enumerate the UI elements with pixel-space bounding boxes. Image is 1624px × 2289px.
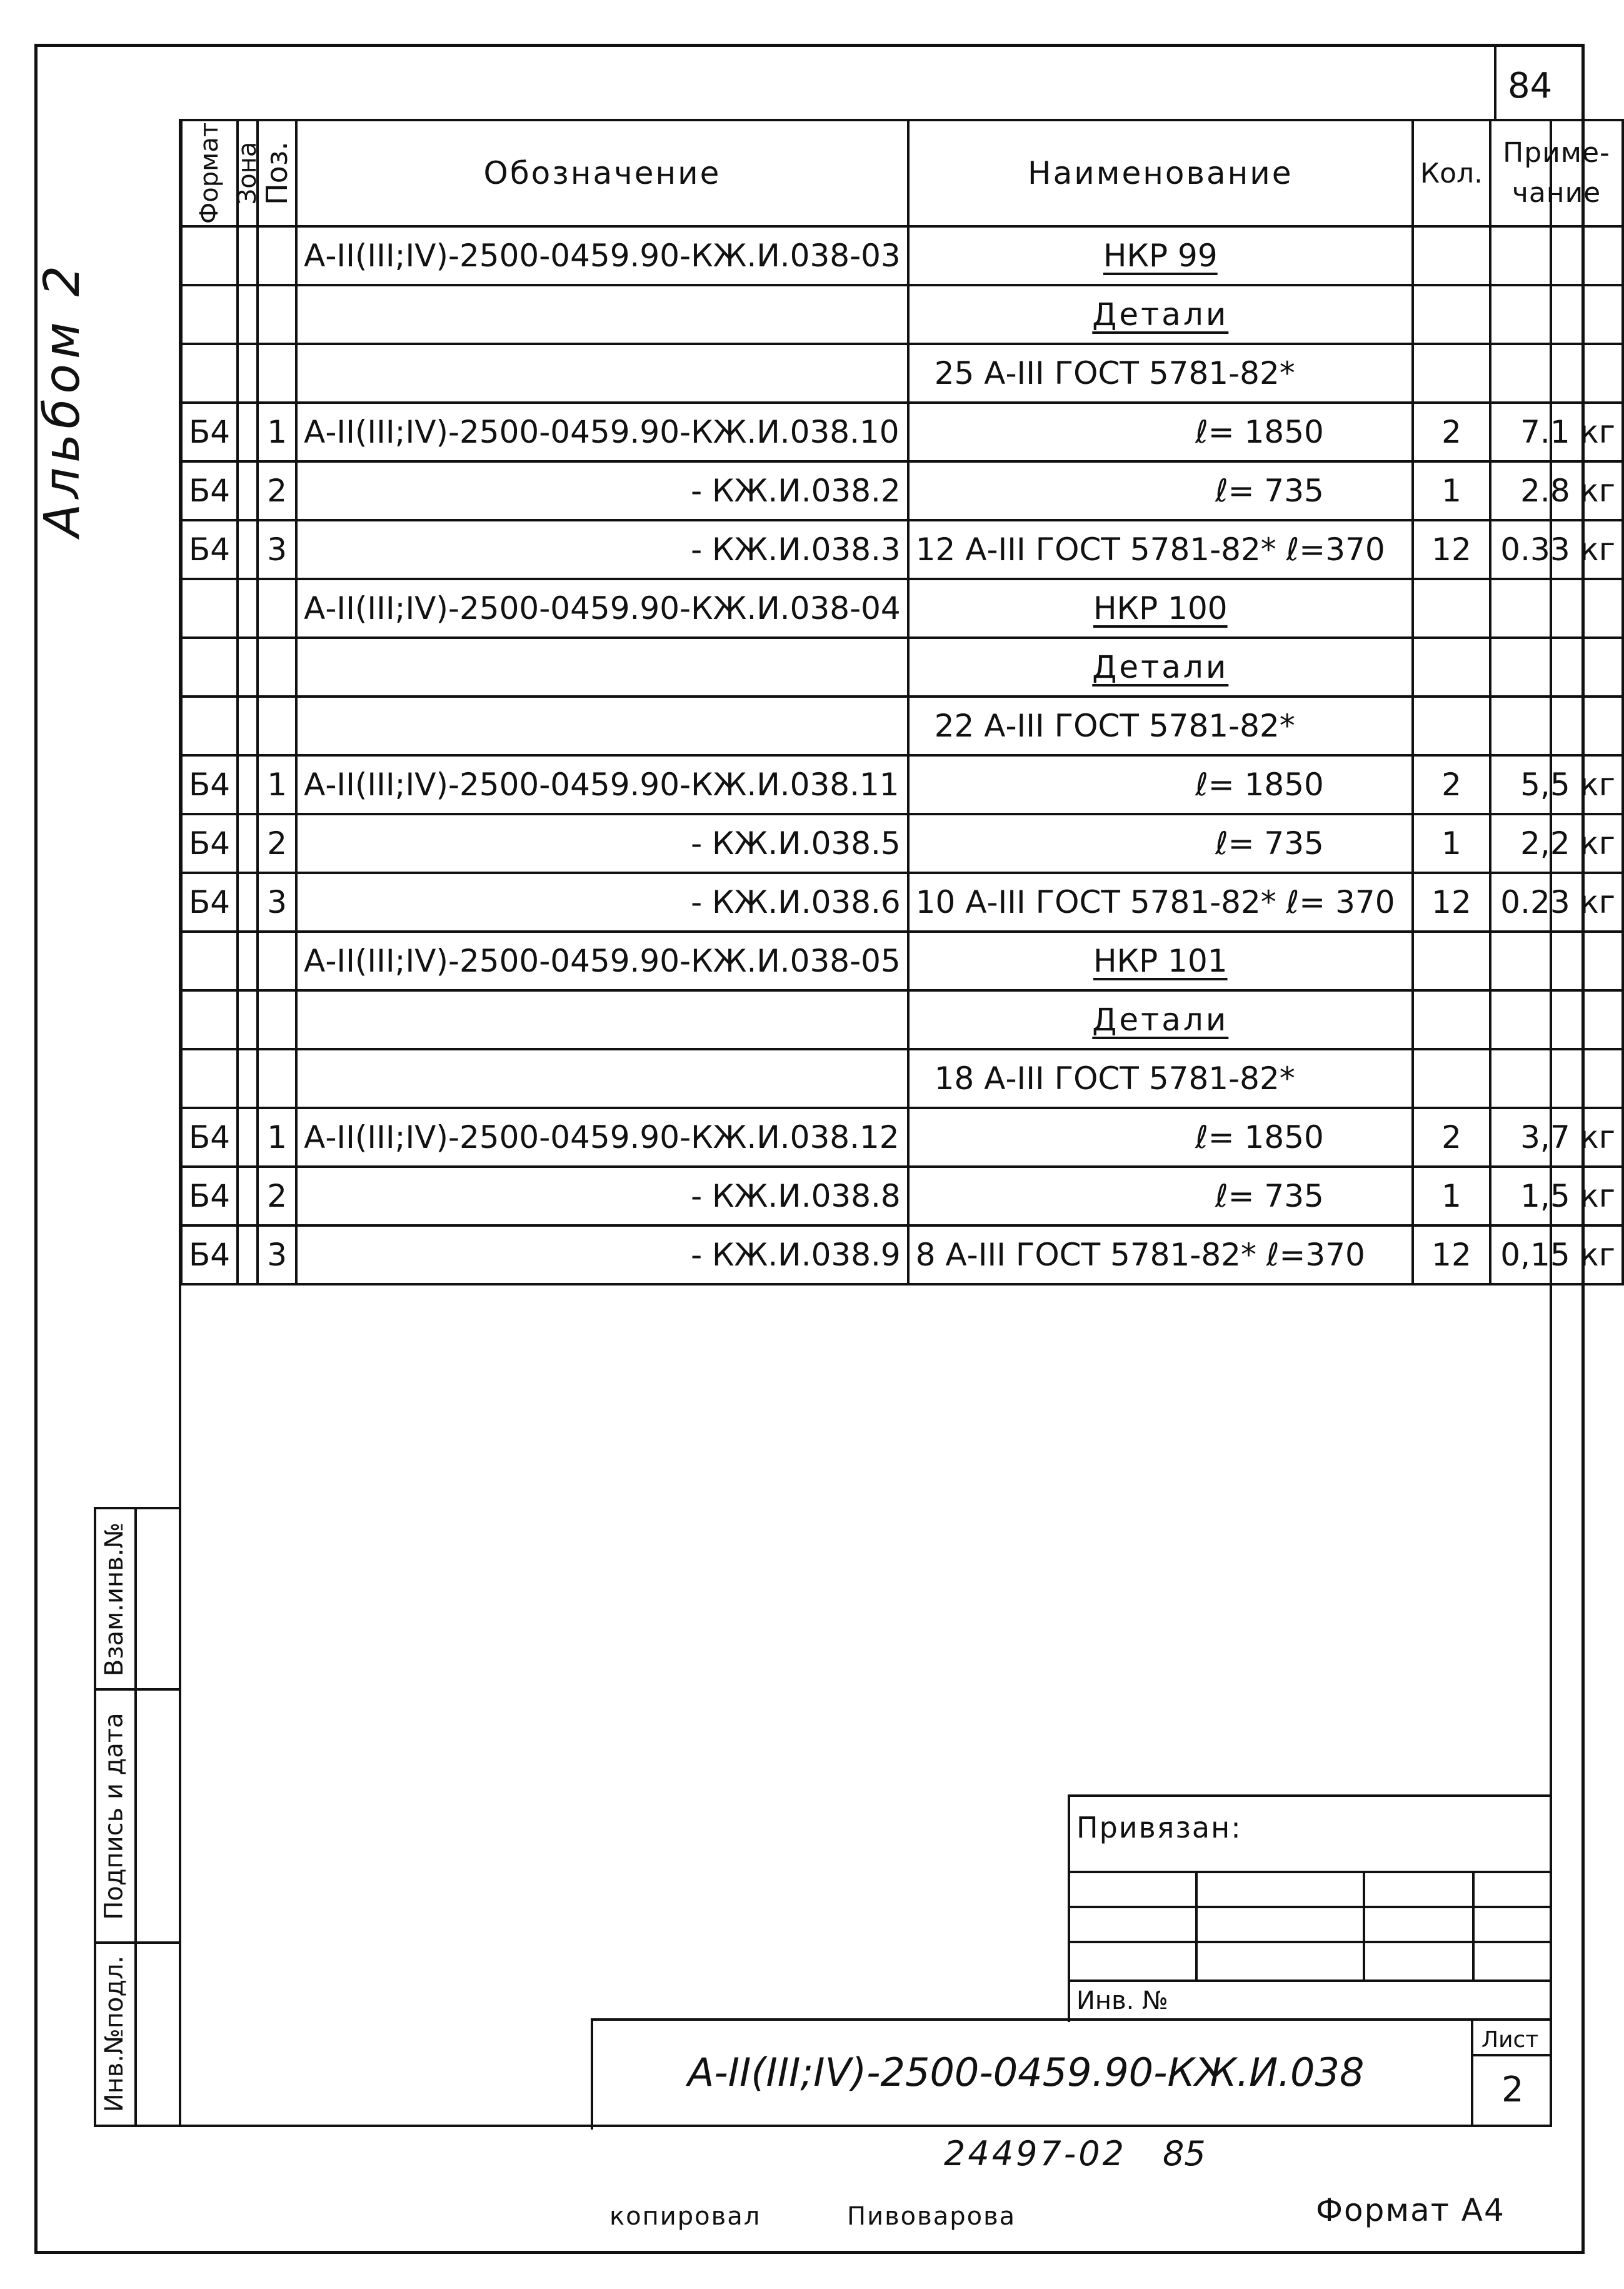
cell-qty: 2 (1413, 403, 1490, 461)
cell-name: Детали (908, 638, 1413, 697)
cell-designation (296, 697, 908, 755)
cell-note (1490, 285, 1623, 344)
cell-designation: - КЖ.И.038.8 (296, 1167, 908, 1225)
cell-designation: - КЖ.И.038.9 (296, 1225, 908, 1284)
table-row (181, 873, 1623, 932)
cell-designation: А-II(III;IV)-2500-0459.90-КЖ.И.038-03 (296, 226, 908, 285)
table-row (181, 814, 1623, 873)
cell-position (258, 285, 296, 344)
cell-zone (238, 461, 258, 520)
cell-qty (1413, 932, 1490, 990)
cell-designation: - КЖ.И.038.5 (296, 814, 908, 873)
cell-designation (296, 990, 908, 1049)
cell-note: 5,5 кг (1490, 755, 1623, 814)
album-label: Альбом 2 (34, 260, 91, 537)
table-row (181, 1108, 1623, 1167)
cell-name: 18 А-III ГОСТ 5781-82* (908, 1049, 1413, 1108)
title-sheet-divider (1471, 2018, 1473, 2127)
table-row (181, 285, 1623, 344)
table-row (181, 932, 1623, 990)
stamp-col-mid (134, 1507, 137, 2126)
cell-qty (1413, 226, 1490, 285)
cell-qty: 1 (1413, 1167, 1490, 1225)
table-row (181, 403, 1623, 461)
cell-qty: 2 (1413, 755, 1490, 814)
cell-zone (238, 814, 258, 873)
binding-inv-label: Инв. № (1076, 1986, 1168, 2015)
cell-position (258, 344, 296, 403)
cell-format: Б4 (181, 403, 238, 461)
cell-format: Б4 (181, 1167, 238, 1225)
cell-qty (1413, 285, 1490, 344)
cell-qty: 12 (1413, 1225, 1490, 1284)
cell-name: ℓ= 735 (908, 814, 1413, 873)
cell-name: Детали (908, 285, 1413, 344)
cell-zone (238, 344, 258, 403)
cell-format (181, 579, 238, 638)
binding-col-3 (1472, 1871, 1475, 1982)
header-designation: Обозначение (296, 120, 908, 226)
table-row (181, 344, 1623, 403)
binding-col-2 (1363, 1871, 1365, 1982)
footer-format: Формат А4 (1316, 2192, 1505, 2228)
table-header-row (181, 120, 1623, 226)
cell-name: НКР 100 (908, 579, 1413, 638)
binding-col-1 (1195, 1871, 1198, 1982)
binding-label: Привязан: (1076, 1811, 1242, 1844)
title-sheet-value: 2 (1501, 2070, 1524, 2110)
binding-row-1 (1068, 1871, 1550, 1873)
cell-format (181, 697, 238, 755)
cell-note: 2,2 кг (1490, 814, 1623, 873)
cell-format (181, 932, 238, 990)
header-format: Формат (181, 120, 238, 226)
header-name: Наименование (908, 120, 1413, 226)
title-sheet-sep (1471, 2054, 1551, 2056)
cell-designation: А-II(III;IV)-2500-0459.90-КЖ.И.038.10 (296, 403, 908, 461)
cell-name: ℓ= 1850 (908, 1108, 1413, 1167)
cell-note (1490, 932, 1623, 990)
cell-zone (238, 1049, 258, 1108)
cell-format (181, 285, 238, 344)
cell-zone (238, 1225, 258, 1284)
stamp-inv-podl: Инв.№подл. (100, 1955, 129, 2113)
cell-format (181, 1049, 238, 1108)
cell-position: 1 (258, 403, 296, 461)
cell-qty: 2 (1413, 1108, 1490, 1167)
corner-box-left (1494, 44, 1496, 121)
cell-position (258, 579, 296, 638)
cell-format: Б4 (181, 873, 238, 932)
cell-zone (238, 990, 258, 1049)
cell-qty (1413, 344, 1490, 403)
footer-archive-number: 24497-02 (944, 2134, 1126, 2173)
cell-position (258, 932, 296, 990)
cell-note: 3,7 кг (1490, 1108, 1623, 1167)
cell-qty: 1 (1413, 461, 1490, 520)
cell-format: Б4 (181, 1225, 238, 1284)
binding-row-3 (1068, 1941, 1550, 1943)
specification-table (180, 119, 1624, 1285)
cell-zone (238, 932, 258, 990)
binding-row-4 (1068, 1980, 1550, 1982)
header-qty: Кол. (1413, 120, 1490, 226)
cell-note: 0.33 кг (1490, 520, 1623, 579)
cell-zone (238, 697, 258, 755)
cell-qty (1413, 697, 1490, 755)
cell-format (181, 638, 238, 697)
cell-note: 1,5 кг (1490, 1167, 1623, 1225)
cell-zone (238, 755, 258, 814)
cell-note (1490, 990, 1623, 1049)
table-row (181, 990, 1623, 1049)
cell-name: НКР 99 (908, 226, 1413, 285)
cell-designation (296, 285, 908, 344)
cell-designation (296, 638, 908, 697)
cell-format: Б4 (181, 1108, 238, 1167)
cell-position: 3 (258, 873, 296, 932)
cell-qty: 12 (1413, 873, 1490, 932)
cell-designation: - КЖ.И.038.3 (296, 520, 908, 579)
table-row (181, 697, 1623, 755)
cell-note: 7.1 кг (1490, 403, 1623, 461)
cell-designation (296, 344, 908, 403)
cell-position: 1 (258, 755, 296, 814)
cell-note: 2.8 кг (1490, 461, 1623, 520)
cell-note (1490, 579, 1623, 638)
cell-qty (1413, 1049, 1490, 1108)
cell-designation: - КЖ.И.038.6 (296, 873, 908, 932)
cell-note (1490, 1049, 1623, 1108)
header-pos: Поз. (258, 120, 296, 226)
cell-note: 0.23 кг (1490, 873, 1623, 932)
cell-format: Б4 (181, 755, 238, 814)
header-note-line1: Приме- (1503, 137, 1610, 169)
cell-qty: 12 (1413, 520, 1490, 579)
cell-zone (238, 520, 258, 579)
cell-note (1490, 638, 1623, 697)
cell-zone (238, 285, 258, 344)
cell-name: ℓ= 1850 (908, 755, 1413, 814)
cell-format: Б4 (181, 814, 238, 873)
cell-position: 2 (258, 1167, 296, 1225)
cell-designation: А-II(III;IV)-2500-0459.90-КЖ.И.038.11 (296, 755, 908, 814)
cell-position: 3 (258, 520, 296, 579)
cell-zone (238, 873, 258, 932)
footer-copied-name: Пивоварова (847, 2202, 1016, 2231)
stamp-col-left (94, 1507, 96, 2126)
cell-zone (238, 403, 258, 461)
table-row (181, 579, 1623, 638)
footer-archive-page: 85 (1163, 2134, 1206, 2173)
cell-qty (1413, 579, 1490, 638)
cell-position (258, 226, 296, 285)
table-row (181, 461, 1623, 520)
cell-position (258, 990, 296, 1049)
table-row (181, 1225, 1623, 1284)
cell-name: 25 А-III ГОСТ 5781-82* (908, 344, 1413, 403)
cell-qty: 1 (1413, 814, 1490, 873)
cell-name: 10 А-III ГОСТ 5781-82* ℓ= 370 (908, 873, 1413, 932)
header-note-line2: чание (1511, 177, 1601, 209)
cell-position: 1 (258, 1108, 296, 1167)
stamp-podpis-data: Подпись и дата (99, 1713, 129, 1920)
table-row (181, 1167, 1623, 1225)
table-row (181, 638, 1623, 697)
cell-designation: - КЖ.И.038.2 (296, 461, 908, 520)
cell-designation (296, 1049, 908, 1108)
cell-position: 3 (258, 1225, 296, 1284)
cell-note: 0,15 кг (1490, 1225, 1623, 1284)
cell-name: ℓ= 735 (908, 461, 1413, 520)
cell-designation: А-II(III;IV)-2500-0459.90-КЖ.И.038-05 (296, 932, 908, 990)
table-row (181, 755, 1623, 814)
cell-name: 12 А-III ГОСТ 5781-82* ℓ=370 (908, 520, 1413, 579)
cell-name: Детали (908, 990, 1413, 1049)
cell-zone (238, 1108, 258, 1167)
binding-row-2 (1068, 1906, 1550, 1908)
cell-position (258, 697, 296, 755)
cell-position (258, 638, 296, 697)
header-zone: Зона (238, 120, 258, 226)
cell-note (1490, 697, 1623, 755)
cell-format (181, 344, 238, 403)
stamp-vzam-inv: Взам.инв.№ (100, 1522, 129, 1677)
cell-name: НКР 101 (908, 932, 1413, 990)
cell-designation: А-II(III;IV)-2500-0459.90-КЖ.И.038.12 (296, 1108, 908, 1167)
cell-qty (1413, 638, 1490, 697)
cell-position: 2 (258, 814, 296, 873)
corner-sheet-number: 84 (1508, 66, 1553, 106)
cell-format (181, 990, 238, 1049)
cell-note (1490, 344, 1623, 403)
cell-zone (238, 579, 258, 638)
stamp-bottom (94, 2125, 180, 2127)
footer-copied-label: копировал (609, 2202, 761, 2231)
title-sheet-label: Лист (1481, 2027, 1539, 2053)
cell-zone (238, 226, 258, 285)
table-row (181, 520, 1623, 579)
cell-position (258, 1049, 296, 1108)
cell-format (181, 226, 238, 285)
cell-name: 22 А-III ГОСТ 5781-82* (908, 697, 1413, 755)
header-note (1490, 120, 1623, 226)
title-block-code: А-II(III;IV)-2500-0459.90-КЖ.И.038 (688, 2050, 1365, 2095)
cell-position: 2 (258, 461, 296, 520)
cell-designation: А-II(III;IV)-2500-0459.90-КЖ.И.038-04 (296, 579, 908, 638)
cell-zone (238, 638, 258, 697)
cell-name: ℓ= 735 (908, 1167, 1413, 1225)
cell-name: ℓ= 1850 (908, 403, 1413, 461)
table-row (181, 226, 1623, 285)
table-row (181, 1049, 1623, 1108)
cell-format: Б4 (181, 520, 238, 579)
cell-format: Б4 (181, 461, 238, 520)
cell-note (1490, 226, 1623, 285)
cell-zone (238, 1167, 258, 1225)
cell-name: 8 А-III ГОСТ 5781-82* ℓ=370 (908, 1225, 1413, 1284)
cell-qty (1413, 990, 1490, 1049)
